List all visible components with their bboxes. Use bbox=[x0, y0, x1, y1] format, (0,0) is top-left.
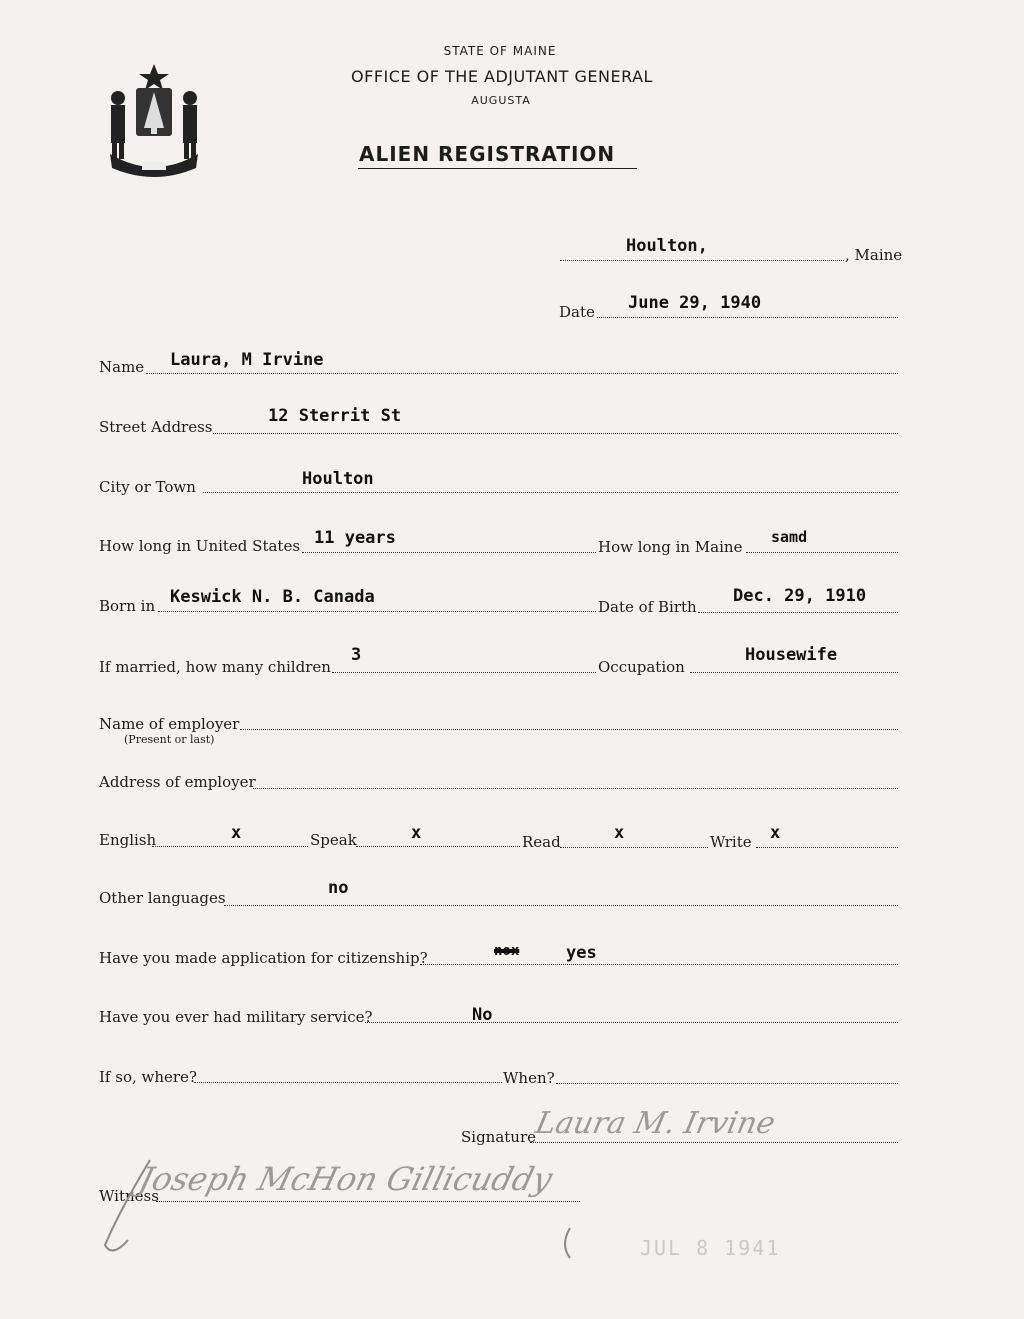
children-value: 3 bbox=[351, 645, 362, 665]
place-value: Houlton, bbox=[626, 236, 708, 256]
english-value: x bbox=[231, 823, 242, 843]
how-long-us-value: 11 years bbox=[314, 528, 396, 548]
citizenship-label: Have you made application for citizenship? bbox=[99, 949, 428, 967]
city-label: City or Town bbox=[99, 478, 196, 496]
place-line bbox=[560, 260, 844, 261]
write-line bbox=[756, 847, 898, 848]
header-office: OFFICE OF THE ADJUTANT GENERAL bbox=[351, 67, 653, 86]
city-value: Houlton bbox=[302, 469, 374, 489]
when-label: When? bbox=[503, 1069, 555, 1087]
speak-line bbox=[356, 846, 520, 847]
children-line bbox=[332, 672, 596, 673]
employer-address-line bbox=[253, 788, 898, 789]
signature-handwriting: Laura M. Irvine bbox=[532, 1106, 779, 1141]
header-city: AUGUSTA bbox=[471, 94, 531, 107]
occupation-value: Housewife bbox=[745, 645, 838, 665]
date-line bbox=[597, 317, 898, 318]
other-languages-value: no bbox=[328, 878, 349, 898]
name-label: Name bbox=[99, 358, 145, 376]
where-line bbox=[194, 1082, 502, 1083]
street-label: Street Address bbox=[99, 418, 213, 436]
when-line bbox=[556, 1083, 898, 1084]
date-label: Date bbox=[559, 303, 595, 321]
employer-sublabel: (Present or last) bbox=[124, 733, 215, 746]
signature-label: Signature bbox=[461, 1128, 537, 1146]
witness-handwriting: Joseph McHon Gillicuddy bbox=[135, 1160, 557, 1198]
occupation-label: Occupation bbox=[598, 658, 685, 676]
city-line bbox=[203, 492, 898, 493]
witness-flourish bbox=[100, 1150, 600, 1260]
name-line bbox=[146, 373, 898, 374]
occupation-line bbox=[690, 672, 898, 673]
name-value: Laura, M Irvine bbox=[170, 350, 324, 370]
citizenship-struck: nox bbox=[494, 943, 520, 959]
speak-value: x bbox=[411, 823, 422, 843]
witness-label: Witness bbox=[99, 1187, 159, 1205]
signature-line bbox=[530, 1142, 898, 1143]
read-label: Read bbox=[522, 833, 561, 851]
children-label: If married, how many children bbox=[99, 658, 331, 676]
employer-label: Name of employer bbox=[99, 715, 240, 733]
citizenship-value: yes bbox=[566, 943, 597, 963]
english-line bbox=[152, 846, 308, 847]
dob-label: Date of Birth bbox=[598, 598, 697, 616]
speak-label: Speak bbox=[310, 831, 357, 849]
military-line bbox=[365, 1022, 898, 1023]
dob-value: Dec. 29, 1910 bbox=[733, 586, 867, 606]
read-value: x bbox=[614, 823, 625, 843]
how-long-maine-line bbox=[746, 552, 898, 553]
how-long-maine-label: How long in Maine bbox=[598, 538, 743, 556]
title-underline bbox=[358, 168, 637, 169]
employer-line bbox=[240, 729, 898, 730]
how-long-us-label: How long in United States bbox=[99, 537, 301, 555]
where-label: If so, where? bbox=[99, 1068, 197, 1086]
street-line bbox=[213, 433, 898, 434]
citizenship-line bbox=[420, 964, 898, 965]
dob-line bbox=[698, 612, 898, 613]
other-languages-label: Other languages bbox=[99, 889, 226, 907]
military-value: No bbox=[472, 1005, 493, 1025]
how-long-us-line bbox=[302, 552, 596, 553]
date-value: June 29, 1940 bbox=[628, 293, 762, 313]
write-value: x bbox=[770, 823, 781, 843]
born-in-line bbox=[158, 611, 596, 612]
military-label: Have you ever had military service? bbox=[99, 1008, 373, 1026]
employer-address-label: Address of employer bbox=[99, 773, 256, 791]
other-languages-line bbox=[224, 905, 898, 906]
how-long-maine-value: samd bbox=[771, 528, 808, 546]
english-label: English bbox=[99, 831, 157, 849]
born-in-value: Keswick N. B. Canada bbox=[170, 587, 375, 607]
street-value: 12 Sterrit St bbox=[268, 406, 402, 426]
page-title: ALIEN REGISTRATION bbox=[359, 142, 616, 166]
place-suffix: , Maine bbox=[845, 246, 903, 264]
born-in-label: Born in bbox=[99, 597, 156, 615]
header-state: STATE OF MAINE bbox=[443, 44, 557, 58]
received-stamp: JUL 8 1941 bbox=[640, 1236, 781, 1260]
write-label: Write bbox=[710, 833, 752, 851]
read-line bbox=[560, 847, 708, 848]
